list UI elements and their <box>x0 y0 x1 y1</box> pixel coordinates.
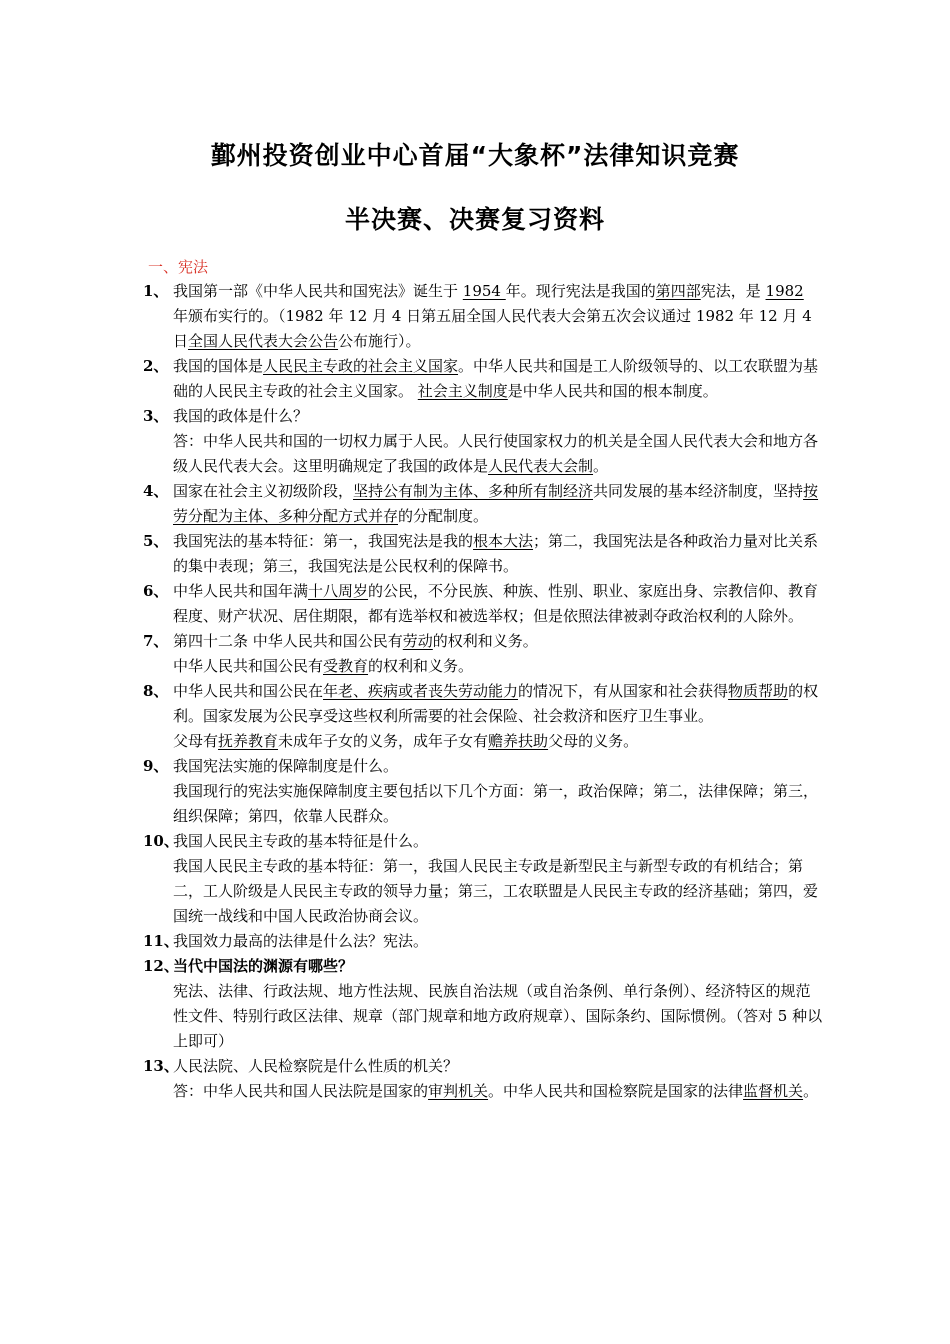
text-run: 国家在社会主义初级阶段， <box>173 482 354 500</box>
text-run: 父母的义务。 <box>548 732 639 750</box>
item-text <box>173 679 823 729</box>
list-item <box>143 954 823 1054</box>
text-run: 的权利和义务。 <box>368 657 474 675</box>
text-run: 答：中华人民共和国人民法院是国家的 <box>173 1082 429 1100</box>
text-run: 中华人民共和国公民有 <box>173 657 324 675</box>
underlined-answer: 社会主义制度 <box>417 382 508 400</box>
text-run: 的权利。国家发展为公民享受这些权利所需要的社会保险、社会救济和医疗卫生事业。 <box>173 682 819 725</box>
text-run: 我国人民民主专政的基本特征：第一，我国人民民主专政是新型民主与新型专政的有机结合；第二，工人阶级是人民民主专政的领导力量；第三，工农联盟是人民民主专政的经济基础；第四，爱国统一战线和中国人民政治协商会议。 <box>173 857 819 925</box>
item-number: 1、 <box>143 282 169 300</box>
underlined-answer: 劳动 <box>402 632 433 650</box>
text-run: 公布施行）。 <box>338 332 421 350</box>
item-number: 8、 <box>143 682 169 700</box>
list-item <box>143 354 823 404</box>
underlined-answer: 根本大法 <box>473 532 534 550</box>
qa-list <box>143 279 823 1104</box>
item-text <box>173 629 823 654</box>
text-run: 。中华人民共和国是工人阶级领导的、以工农联盟为基础的人民民主专政的社会主义国家。 <box>173 357 819 400</box>
text-run: 。中华人民共和国检察院是国家的法律 <box>488 1082 744 1100</box>
underlined-answer: 按劳分配为主体、多种分配方式并存 <box>173 482 819 525</box>
text-run: 我国人民民主专政的基本特征是什么。 <box>173 832 429 850</box>
item-number: 5、 <box>143 532 169 550</box>
underlined-answer: 人民代表大会制 <box>488 457 594 475</box>
text-run: 。 <box>803 1082 819 1100</box>
list-item <box>143 929 823 954</box>
underlined-answer: 监督机关 <box>743 1082 804 1100</box>
underlined-answer: 赡养扶助 <box>488 732 549 750</box>
list-item <box>143 579 823 629</box>
document-title: 鄞州投资创业中心首届“大象杯”法律知识竞赛 <box>210 141 740 170</box>
underlined-answer: 物质帮助 <box>728 682 789 700</box>
item-answer <box>173 979 823 1054</box>
item-text <box>173 579 823 629</box>
text-run: 的公民，不分民族、种族、性别、职业、家庭出身、宗教信仰、教育程度、财产状况、居住期限，都有选举权和被选举权；但是依照法律被剥夺政治权利的人除外。 <box>173 582 819 625</box>
underlined-answer: 受教育 <box>323 657 369 675</box>
item-number: 2、 <box>143 357 169 375</box>
item-number: 9、 <box>143 757 169 775</box>
item-answer <box>173 854 823 929</box>
list-item <box>143 1054 823 1104</box>
text-run: 年颁布实行的。（1982 年 12 月 4 日第五届全国人民代表大会第五次会议通过 1982 年 12 月 4 日 <box>173 307 812 350</box>
text-run: 父母有 <box>173 732 219 750</box>
text-run: 中华人民共和国公民在 <box>173 682 324 700</box>
text-run: 答：中华人民共和国的一切权力属于人民。人民行使国家权力的机关是全国人民代表大会和地方各级人民代表大会。这里明确规定了我国的政体是 <box>173 432 819 475</box>
text-run: 宪法、法律、行政法规、地方性法规、民族自治法规（或自治条例、单行条例）、经济特区的规范性文件、特别行政区法律、规章（部门规章和地方政府规章）、国际条约、国际惯例。（答对 5 种以上即可） <box>173 982 823 1050</box>
list-item <box>143 279 823 354</box>
item-text <box>173 529 823 579</box>
text-run: 宪法，是 <box>700 282 766 300</box>
text-run: 的情况下，有从国家和社会获得 <box>518 682 729 700</box>
text-run: 人民法院、人民检察院是什么性质的机关？ <box>173 1057 459 1075</box>
item-answer <box>173 654 823 679</box>
item-number: 11、 <box>143 932 179 950</box>
text-run: 我国宪法实施的保障制度是什么。 <box>173 757 399 775</box>
list-item <box>143 404 823 479</box>
text-run: 未成年子女的义务，成年子女有 <box>278 732 489 750</box>
item-number: 12、 <box>143 957 179 975</box>
underlined-answer: 1954 <box>462 282 506 300</box>
item-text <box>173 954 823 979</box>
text-run: 我国的政体是什么？ <box>173 407 309 425</box>
section-heading: 一、宪法 <box>148 258 209 276</box>
item-text <box>173 929 823 954</box>
text-run: 我国宪法的基本特征：第一，我国宪法是我的 <box>173 532 474 550</box>
item-answer <box>173 729 823 754</box>
text-run: 。 <box>593 457 609 475</box>
text-run: 我国效力最高的法律是什么法？宪法。 <box>173 932 429 950</box>
text-run: 我国第一部《中华人民共和国宪法》诞生于 <box>173 282 463 300</box>
text-run: 当代中国法的渊源有哪些？ <box>173 957 354 975</box>
item-text <box>173 754 823 779</box>
text-run: 第四十二条 中华人民共和国公民有 <box>173 632 403 650</box>
item-text <box>173 1054 823 1079</box>
item-text <box>173 829 823 854</box>
list-item <box>143 679 823 754</box>
item-answer <box>173 779 823 829</box>
item-text <box>173 479 823 529</box>
text-run: 共同发展的基本经济制度，坚持 <box>593 482 804 500</box>
text-run: 中华人民共和国年满 <box>173 582 309 600</box>
item-number: 10、 <box>143 832 179 850</box>
item-text <box>173 279 823 354</box>
underlined-answer: 第四部 <box>655 282 701 300</box>
text-run: 我国现行的宪法实施保障制度主要包括以下几个方面：第一，政治保障；第二，法律保障；第三，组织保障；第四，依靠人民群众。 <box>173 782 819 825</box>
list-item <box>143 479 823 529</box>
list-item <box>143 829 823 929</box>
item-text <box>173 404 823 429</box>
underlined-answer: 抚养教育 <box>218 732 279 750</box>
text-run: 是中华人民共和国的根本制度。 <box>507 382 718 400</box>
underlined-answer: 1982 <box>765 282 804 300</box>
item-number: 7、 <box>143 632 169 650</box>
item-text <box>173 354 823 404</box>
list-item <box>143 529 823 579</box>
underlined-answer: 审判机关 <box>428 1082 489 1100</box>
text-run: 的权利和义务。 <box>432 632 538 650</box>
underlined-answer: 年老、疾病或者丧失劳动能力 <box>323 682 519 700</box>
text-run: ；第二，我国宪法是各种政治力量对比关系的集中表现；第三，我国宪法是公民权利的保障书。 <box>173 532 819 575</box>
text-run: 我国的国体是 <box>173 357 264 375</box>
underlined-answer: 全国人民代表大会公告 <box>188 332 339 350</box>
underlined-answer: 十八周岁 <box>308 582 369 600</box>
list-item <box>143 629 823 679</box>
item-number: 4、 <box>143 482 169 500</box>
underlined-answer: 坚持公有制为主体、多种所有制经济 <box>353 482 594 500</box>
text-run: 年。现行宪法是我国的 <box>505 282 656 300</box>
text-run: 的分配制度。 <box>398 507 489 525</box>
item-number: 3、 <box>143 407 169 425</box>
item-answer <box>173 1079 823 1104</box>
document-subtitle: 半决赛、决赛复习资料 <box>344 205 605 234</box>
item-answer <box>173 429 823 479</box>
item-number: 6、 <box>143 582 169 600</box>
item-number: 13、 <box>143 1057 179 1075</box>
underlined-answer: 人民民主专政的社会主义国家 <box>263 357 459 375</box>
list-item <box>143 754 823 829</box>
